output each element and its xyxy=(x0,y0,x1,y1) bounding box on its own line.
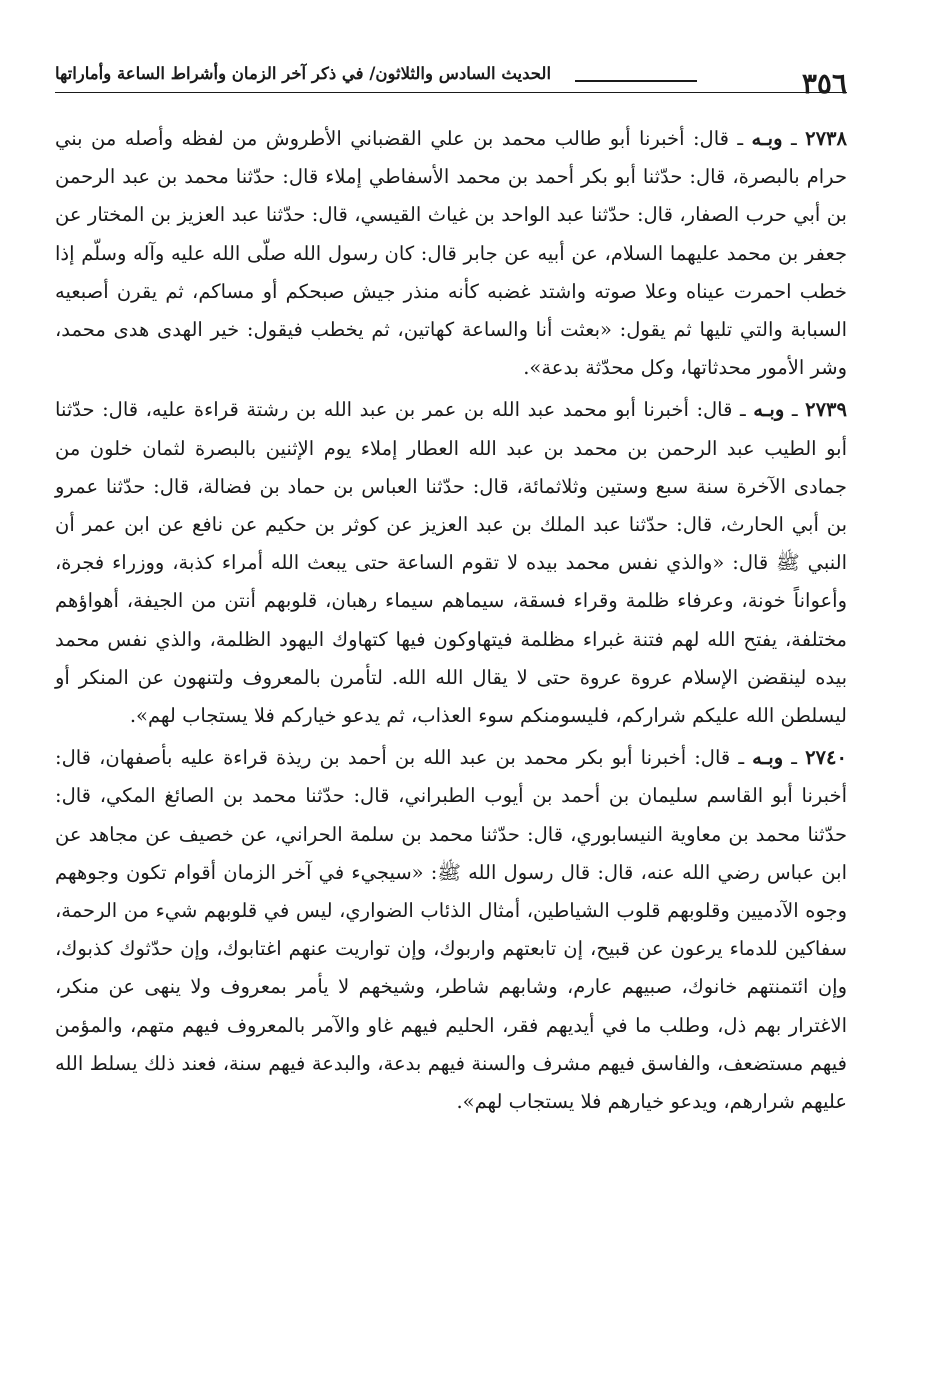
entry-dash: ـ xyxy=(782,127,806,150)
page-number: ٣٥٦ xyxy=(801,67,847,100)
entry-number: ٢٧٤٠ xyxy=(805,746,847,770)
hadith-entry xyxy=(55,120,847,387)
entry-text: ـ قال: أخبرنا أبو طالب محمد بن علي القضباني الأطروش من لفظه وأصله من بني حرام بالبصرة، قال: حدّثنا أبو بكر أحمد بن محمد الأسفاطي إملاء قال: حدّثنا محمد بن عبد الرحمن بن أبي حرب الصفار، قال: حدّثنا عبد الواحد بن غياث القيسي، قال: حدّثنا عبد العزيز بن المختار عن جعفر بن محمد عليهما السلام، عن أبيه عن جابر قال: كان رسول الله صلّى الله عليه وآله وسلّم إذا خطب احمرت عيناه وعلا صوته واشتد غضبه كأنه منذر جيش صبحكم أو مساكم، ثم يقرن أصبعيه السبابة والتي تليها ثم يقول: «بعثت أنا والساعة كهاتين، ثم يخطب فيقول: خير الهدى هدى محمد، وشر الأمور محدثاتها، وكل محدّثة بدعة». xyxy=(55,127,847,380)
hadith-entry xyxy=(55,391,847,735)
entry-wabihi: وبـه xyxy=(751,127,783,150)
entry-wabihi: وبـه xyxy=(752,746,784,770)
entry-number: ٢٧٣٩ xyxy=(805,398,847,422)
page-body xyxy=(55,120,847,1121)
page-header xyxy=(55,52,847,98)
entry-number: ٢٧٣٨ xyxy=(805,127,847,150)
entry-dash: ـ xyxy=(783,746,806,770)
entry-wabihi: وبـه xyxy=(753,398,785,422)
running-head: الحديث السادس والثلاثون/ في ذكر آخر الزمان وأشراط الساعة وأماراتها xyxy=(55,64,552,83)
entry-text: ـ قال: أخبرنا أبو محمد عبد الله بن عمر بن عبد الله بن رشتة قراءة عليه، قال: حدّثنا أبو الطيب عبد الرحمن بن محمد بن عبد الله العطار إملاء يوم الإثنين بالبصرة لثمان خلون من جمادى الآخرة سنة سبع وستين وثلاثمائة، قال: حدّثنا العباس بن حماد بن فضالة، قال: حدّثنا عمرو بن أبي الحارث، قال: حدّثنا عبد الملك بن عبد العزيز عن كوثر بن حكيم عن نافع عن ابن عمر أن النبي ﷺ قال: «والذي نفس محمد بيده لا تقوم الساعة حتى يبعث الله أمراء كذبة، ووزراء فجرة، وأعواناً خونة، وعرفاء ظلمة وقراء فسقة، سيماهم سيماء رهبان، قلوبهم أنتن من الجيفة، أهواؤهم مختلفة، يفتح الله لهم فتنة غبراء مظلمة فيتهاوكون فيها كتهاوك اليهود الظلمة، والذي نفس محمد بيده لينقضن الإسلام عروة عروة حتى لا يقال الله الله. لتأمرن بالمعروف ولتنهون عن المنكر أو ليسلطن الله عليكم شراركم، فليسومنكم سوء العذاب، ثم يدعو خياركم فلا يستجاب لهم». xyxy=(55,398,847,728)
entry-text: ـ قال: أخبرنا أبو بكر محمد بن عبد الله بن أحمد بن ريذة قراءة عليه بأصفهان، قال: أخبرنا أبو القاسم سليمان بن أحمد بن أيوب الطبراني، قال: حدّثنا محمد بن الصائغ المكي، قال: حدّثنا محمد بن معاوية النيسابوري، قال: حدّثنا محمد بن سلمة الحراني، عن خصيف عن مجاهد عن ابن عباس رضي الله عنه، قال: قال رسول الله ﷺ: «سيجيء في آخر الزمان أقوام تكون وجوههم وجوه الآدميين وقلوبهم قلوب الشياطين، أمثال الذئاب الضواري، ليس في قلوبهم شيء من الرحمة، سفاكين للدماء يرعون عن قبيح، إن تابعتهم واربوك، وإن تواريت عنهم اغتابوك، وإن حدّثوك كذبوك، وإن ائتمنتهم خانوك، صبيهم عارم، وشابهم شاطر، وشيخهم لا يأمر بمعروف ولا ينهى عن منكر، الاغترار بهم ذل، وطلب ما في أيديهم فقر، الحليم فيهم غاو والآمر بالمعروف فيهم متهم، والمؤمن فيهم مستضعف، والفاسق فيهم مشرف والسنة فيهم بدعة، والبدعة فيهم سنة، فعند ذلك يسلط الله عليهم شرارهم، ويدعو خيارهم فلا يستجاب لهم». xyxy=(55,746,847,1114)
hadith-entry xyxy=(55,739,847,1121)
book-page xyxy=(55,52,847,1352)
running-head-rule xyxy=(575,80,697,82)
header-rule xyxy=(55,92,847,93)
entry-dash: ـ xyxy=(784,398,806,422)
